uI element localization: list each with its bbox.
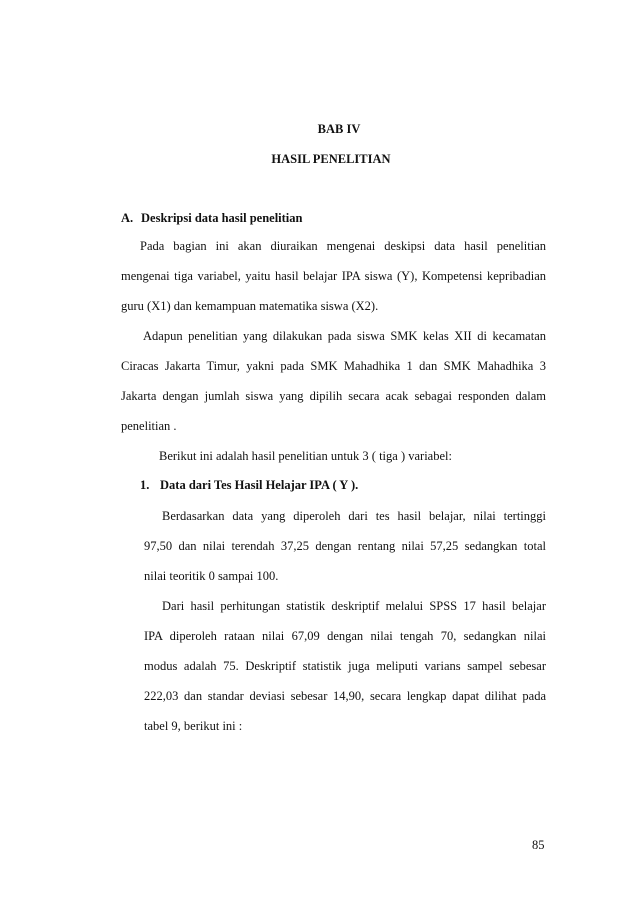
subsection-heading-1 — [140, 478, 358, 493]
paragraph-line: penelitian . — [121, 419, 177, 433]
paragraph-line: 97,50 dan nilai terendah 37,25 dengan rentang nilai 57,25 sedangkan total — [144, 539, 546, 553]
paragraph-line: tabel 9, berikut ini : — [144, 719, 243, 733]
chapter-title: HASIL PENELITIAN — [271, 152, 391, 166]
section-marker: A. — [121, 211, 134, 225]
section-title: Deskripsi data hasil penelitian — [141, 211, 303, 225]
paragraph-line: Jakarta dengan jumlah siswa yang dipilih secara acak sebagai responden dalam — [121, 389, 546, 403]
paragraph-line: modus adalah 75. Deskriptif statistik juga meliputi varians sampel sebesar — [144, 659, 546, 673]
subsection-title: Data dari Tes Hasil Helajar IPA ( Y ). — [160, 478, 359, 492]
paragraph-line: Dari hasil perhitungan statistik deskriptif melalui SPSS 17 hasil belajar — [162, 599, 546, 613]
paragraph-line: mengenai tiga variabel, yaitu hasil belajar IPA siswa (Y), Kompetensi kepribadian — [121, 269, 546, 283]
paragraph-line: Berikut ini adalah hasil penelitian untuk 3 ( tiga ) variabel: — [159, 449, 452, 463]
paragraph-line: guru (X1) dan kemampuan matematika siswa (X2). — [121, 299, 379, 313]
section-heading-a — [121, 211, 303, 226]
paragraph-line: 222,03 dan standar deviasi sebesar 14,90, secara lengkap dapat dilihat pada — [144, 689, 546, 703]
paragraph-line: nilai teoritik 0 sampai 100. — [144, 569, 279, 583]
page-number: 85 — [532, 838, 545, 852]
paragraph-line: Pada bagian ini akan diuraikan mengenai deskipsi data hasil penelitian — [140, 239, 546, 253]
subsection-marker: 1. — [140, 478, 150, 492]
chapter-number: BAB IV — [317, 122, 361, 136]
paragraph-line: Ciracas Jakarta Timur, yakni pada SMK Mahadhika 1 dan SMK Mahadhika 3 — [121, 359, 546, 373]
paragraph-line: IPA diperoleh rataan nilai 67,09 dengan nilai tengah 70, sedangkan nilai — [144, 629, 546, 643]
paragraph-line: Berdasarkan data yang diperoleh dari tes hasil belajar, nilai tertinggi — [162, 509, 546, 523]
paragraph-line: Adapun penelitian yang dilakukan pada siswa SMK kelas XII di kecamatan — [143, 329, 546, 343]
